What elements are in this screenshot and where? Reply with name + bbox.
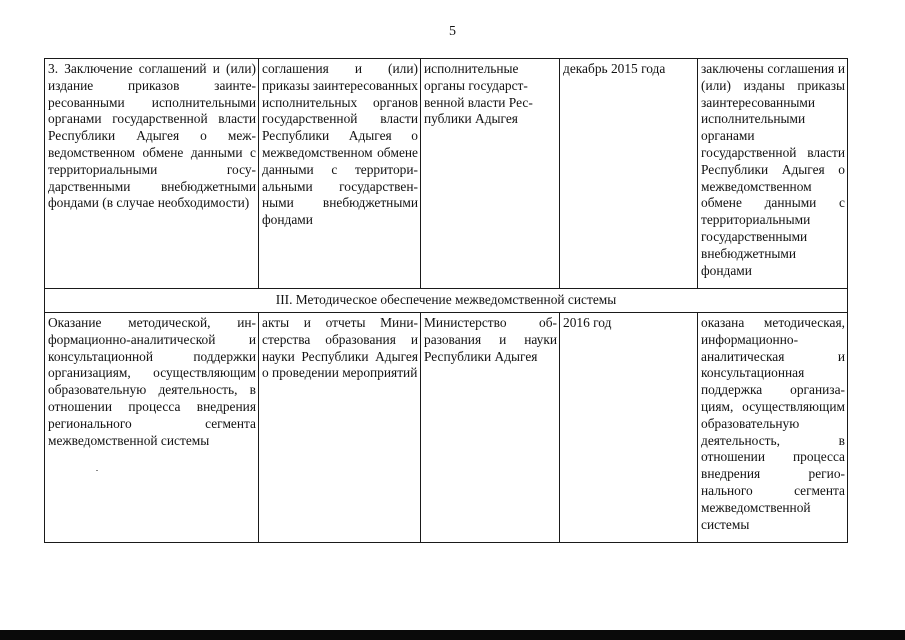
responsible-cell: исполнительные органы государственной власти Республики Адыгея (421, 59, 560, 289)
measure-cell: 3. Заключение соглашений и (или) издание приказов заинтересованными исполнительными органами государственной власти Республики Адыгея о межведомственном обмене данными с территориальными государственными внебюджетными фондами (в случае необходимости) (45, 59, 259, 289)
result-form-cell: соглашения и (или) приказы заинтересованных исполнительных органов государственной власти Республики Адыгея о межведомственном обмене данными с территориальными государственными внебюджетными фондами (259, 59, 421, 289)
scan-speck (96, 470, 98, 471)
page-number: 5 (449, 24, 456, 39)
expected-result-cell: оказана методическая, информационно-аналитическая и консультационная поддержка организациям, осуществляющим образовательную деятельность, в отношении процесса внедрения регионального сегмента межведомственной системы (698, 313, 848, 543)
table-row (45, 313, 848, 543)
deadline-cell: декабрь 2015 года (560, 59, 698, 289)
expected-result-cell: заключены соглашения и (или) изданы приказы заинтересованными исполнительными органами государственной власти Республики Адыгея о межведомственном обмене данными с территориальными государственными внебюджетными фондами (698, 59, 848, 289)
deadline-cell: 2016 год (560, 313, 698, 543)
scan-bottom-edge (0, 630, 905, 640)
responsible-cell: Министерство образования и науки Республики Адыгея (421, 313, 560, 543)
section-title: III. Методическое обеспечение межведомственной системы (45, 289, 848, 313)
section-heading-row (45, 289, 848, 313)
result-form-cell: акты и отчеты Министерства образования и науки Республики Адыгея о проведении мероприятий (259, 313, 421, 543)
measure-cell: Оказание методической, информационно-аналитической и консультационной поддержки организациям, осуществляющим образовательную деятельность, в отношении процесса внедрения регионального сегмента межведомственной системы (45, 313, 259, 543)
table-row (45, 59, 848, 289)
measures-table (44, 58, 848, 543)
